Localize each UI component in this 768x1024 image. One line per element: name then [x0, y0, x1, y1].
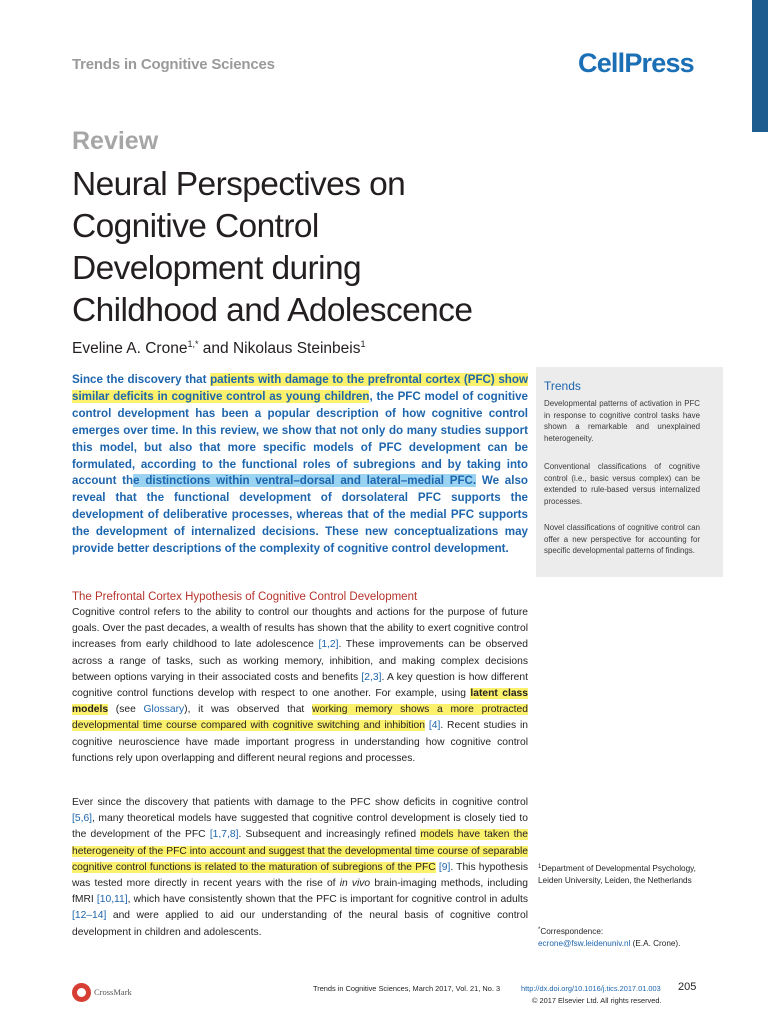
- author-list: [72, 339, 366, 358]
- footer-citation: Trends in Cognitive Sciences, March 2017, Vol. 21, No. 3: [313, 984, 501, 993]
- body-text: . These improvements can be observed across a range of tasks, such as working memory, inhibition, and making complex decisions between options varying in their associated costs and benefits: [72, 639, 528, 683]
- correspondence-note: [538, 925, 708, 949]
- trends-item: Novel classifications of cognitive control can offer a new perspective for accounting for specific developmental patterns of findings.: [544, 523, 700, 556]
- citation-link[interactable]: [5,6]: [72, 813, 93, 825]
- body-text: . Subsequent and increasingly refined: [238, 829, 421, 841]
- title-line: Cognitive Control: [72, 208, 319, 245]
- body-italic: in vivo: [339, 878, 371, 890]
- crossmark-label: CrossMark: [94, 987, 132, 997]
- email-link[interactable]: ecrone@fsw.leidenuniv.nl: [538, 938, 631, 948]
- abstract: [72, 372, 528, 558]
- article-title: [72, 164, 542, 332]
- correspondence-label: Correspondence:: [540, 927, 604, 936]
- citation-link[interactable]: [10,11]: [96, 894, 128, 906]
- body-text: brain-imaging methods, including fMRI: [72, 878, 529, 906]
- body-text: . Recent studies in cognitive neuroscience have made important progress in understanding how cognitive control functions rely upon overlapping and different neural regions and processes.: [72, 720, 528, 764]
- abstract-text: We also reveal that the functional development of dorsolateral PFC supports the development of deliberative processes, whereas that of the medial PFC supports the development of internalized decisions. These new conceptualizations may provide better descriptions of the complexity of cognitive control development.: [72, 474, 529, 556]
- author-name: Eveline A. Crone: [72, 340, 188, 357]
- author-conjunction: and: [198, 340, 233, 357]
- body-highlight-yellow: models have taken the heterogeneity of the PFC into account and suggest that the developmental time course of separable cognitive control functions is related to the maturation of subregions of the PFC: [72, 829, 528, 873]
- crossmark-badge[interactable]: [72, 983, 152, 1005]
- cellpress-logo: CellPress: [578, 48, 694, 78]
- citation-link[interactable]: [12–14]: [72, 910, 107, 922]
- affiliation-mark: 1: [538, 864, 542, 870]
- trends-item: Conventional classifications of cognitive control (i.e., basic versus complex) can be extended to rule-based versus internalized processes.: [544, 462, 700, 506]
- trends-item: Developmental patterns of activation in PFC in response to cognitive control tasks have shown a remarkable and unexplained heterogeneity.: [544, 399, 700, 443]
- title-line: Neural Perspectives on: [72, 166, 406, 203]
- body-highlight-yellow: working memory shows a more protracted developmental time course compared with cognitive switching and inhibition: [72, 704, 528, 732]
- author-affiliation-mark: 1: [360, 339, 366, 349]
- body-text: and were applied to aid our understanding of the neural basis of cognitive control development in children and adolescents.: [72, 910, 528, 938]
- author-name: Nikolaus Steinbeis: [232, 340, 361, 357]
- correspondence-suffix: (E.A. Crone).: [630, 938, 681, 948]
- section-heading: The Prefrontal Cortex Hypothesis of Cognitive Control Development: [72, 591, 418, 603]
- journal-name: Trends in Cognitive Sciences: [72, 56, 275, 73]
- abstract-text: , the PFC model of cognitive control development has been a popular description of how cognitive control emerges over time. In this review, we show that not only do many studies support this model, but also that more specific models of PFC development can be formulated, according to the functional roles of subregions and by taking into account th: [72, 389, 528, 488]
- citation-link[interactable]: [1,7,8]: [209, 829, 239, 841]
- title-line: Childhood and Adolescence: [72, 292, 473, 329]
- glossary-link[interactable]: Glossary: [143, 704, 185, 716]
- body-text: , many theoretical models have suggested that cognitive control development is closely tied to the development of the PFC: [72, 813, 528, 841]
- body-text: Ever since the discovery that patients with damage to the PFC show deficits in cognitive control: [72, 797, 528, 808]
- glossary-term: latent class models: [72, 688, 529, 716]
- crossmark-icon: [72, 983, 91, 1002]
- body-text: , which have consistently shown that the PFC is important for cognitive control in adults: [127, 894, 528, 906]
- affiliation-note: [538, 862, 708, 886]
- body-text: (see: [108, 704, 144, 716]
- article-type-label: Review: [72, 127, 159, 155]
- body-paragraph: [72, 795, 528, 941]
- doi-link[interactable]: http://dx.doi.org/10.1016/j.tics.2017.01.003: [521, 984, 661, 993]
- citation-link[interactable]: [2,3]: [361, 671, 382, 683]
- trends-title: Trends: [544, 379, 581, 393]
- copyright-notice: © 2017 Elsevier Ltd. All rights reserved.: [532, 996, 662, 1005]
- title-line: Development during: [72, 250, 362, 287]
- correspondence-mark: *: [538, 927, 541, 933]
- body-text: . A key question is how different cognitive control functions develop with respect to one another. For example, using: [72, 671, 528, 700]
- page-number: 205: [678, 981, 697, 993]
- affiliation-text: Department of Developmental Psychology, Leiden University, Leiden, the Netherlands: [538, 864, 696, 885]
- citation-link[interactable]: [4]: [428, 720, 441, 732]
- abstract-highlight-yellow: patients with damage to the prefrontal cortex (PFC) show similar deficits in cognitive control as young children: [72, 373, 528, 403]
- body-text: Cognitive control refers to the ability to control our thoughts and actions for the purpose of future goals. Over the past decades, a wealth of results has shown that the ability to exert cognitive control increases from early childhood to late adolescence: [72, 607, 528, 651]
- citation-link[interactable]: [1,2]: [318, 639, 339, 651]
- section-side-tab: [752, 0, 768, 132]
- abstract-text: Since the discovery that: [72, 373, 211, 386]
- author-affiliation-mark: 1,*: [187, 339, 199, 349]
- abstract-highlight-blue: e distinctions within ventral–dorsal and lateral–medial PFC.: [133, 474, 477, 488]
- body-paragraph: [72, 605, 528, 767]
- body-text: . This hypothesis was tested more directly in recent years with the rise of: [72, 861, 528, 890]
- citation-link[interactable]: [9]: [438, 861, 451, 873]
- body-text: ), it was observed that: [184, 704, 313, 716]
